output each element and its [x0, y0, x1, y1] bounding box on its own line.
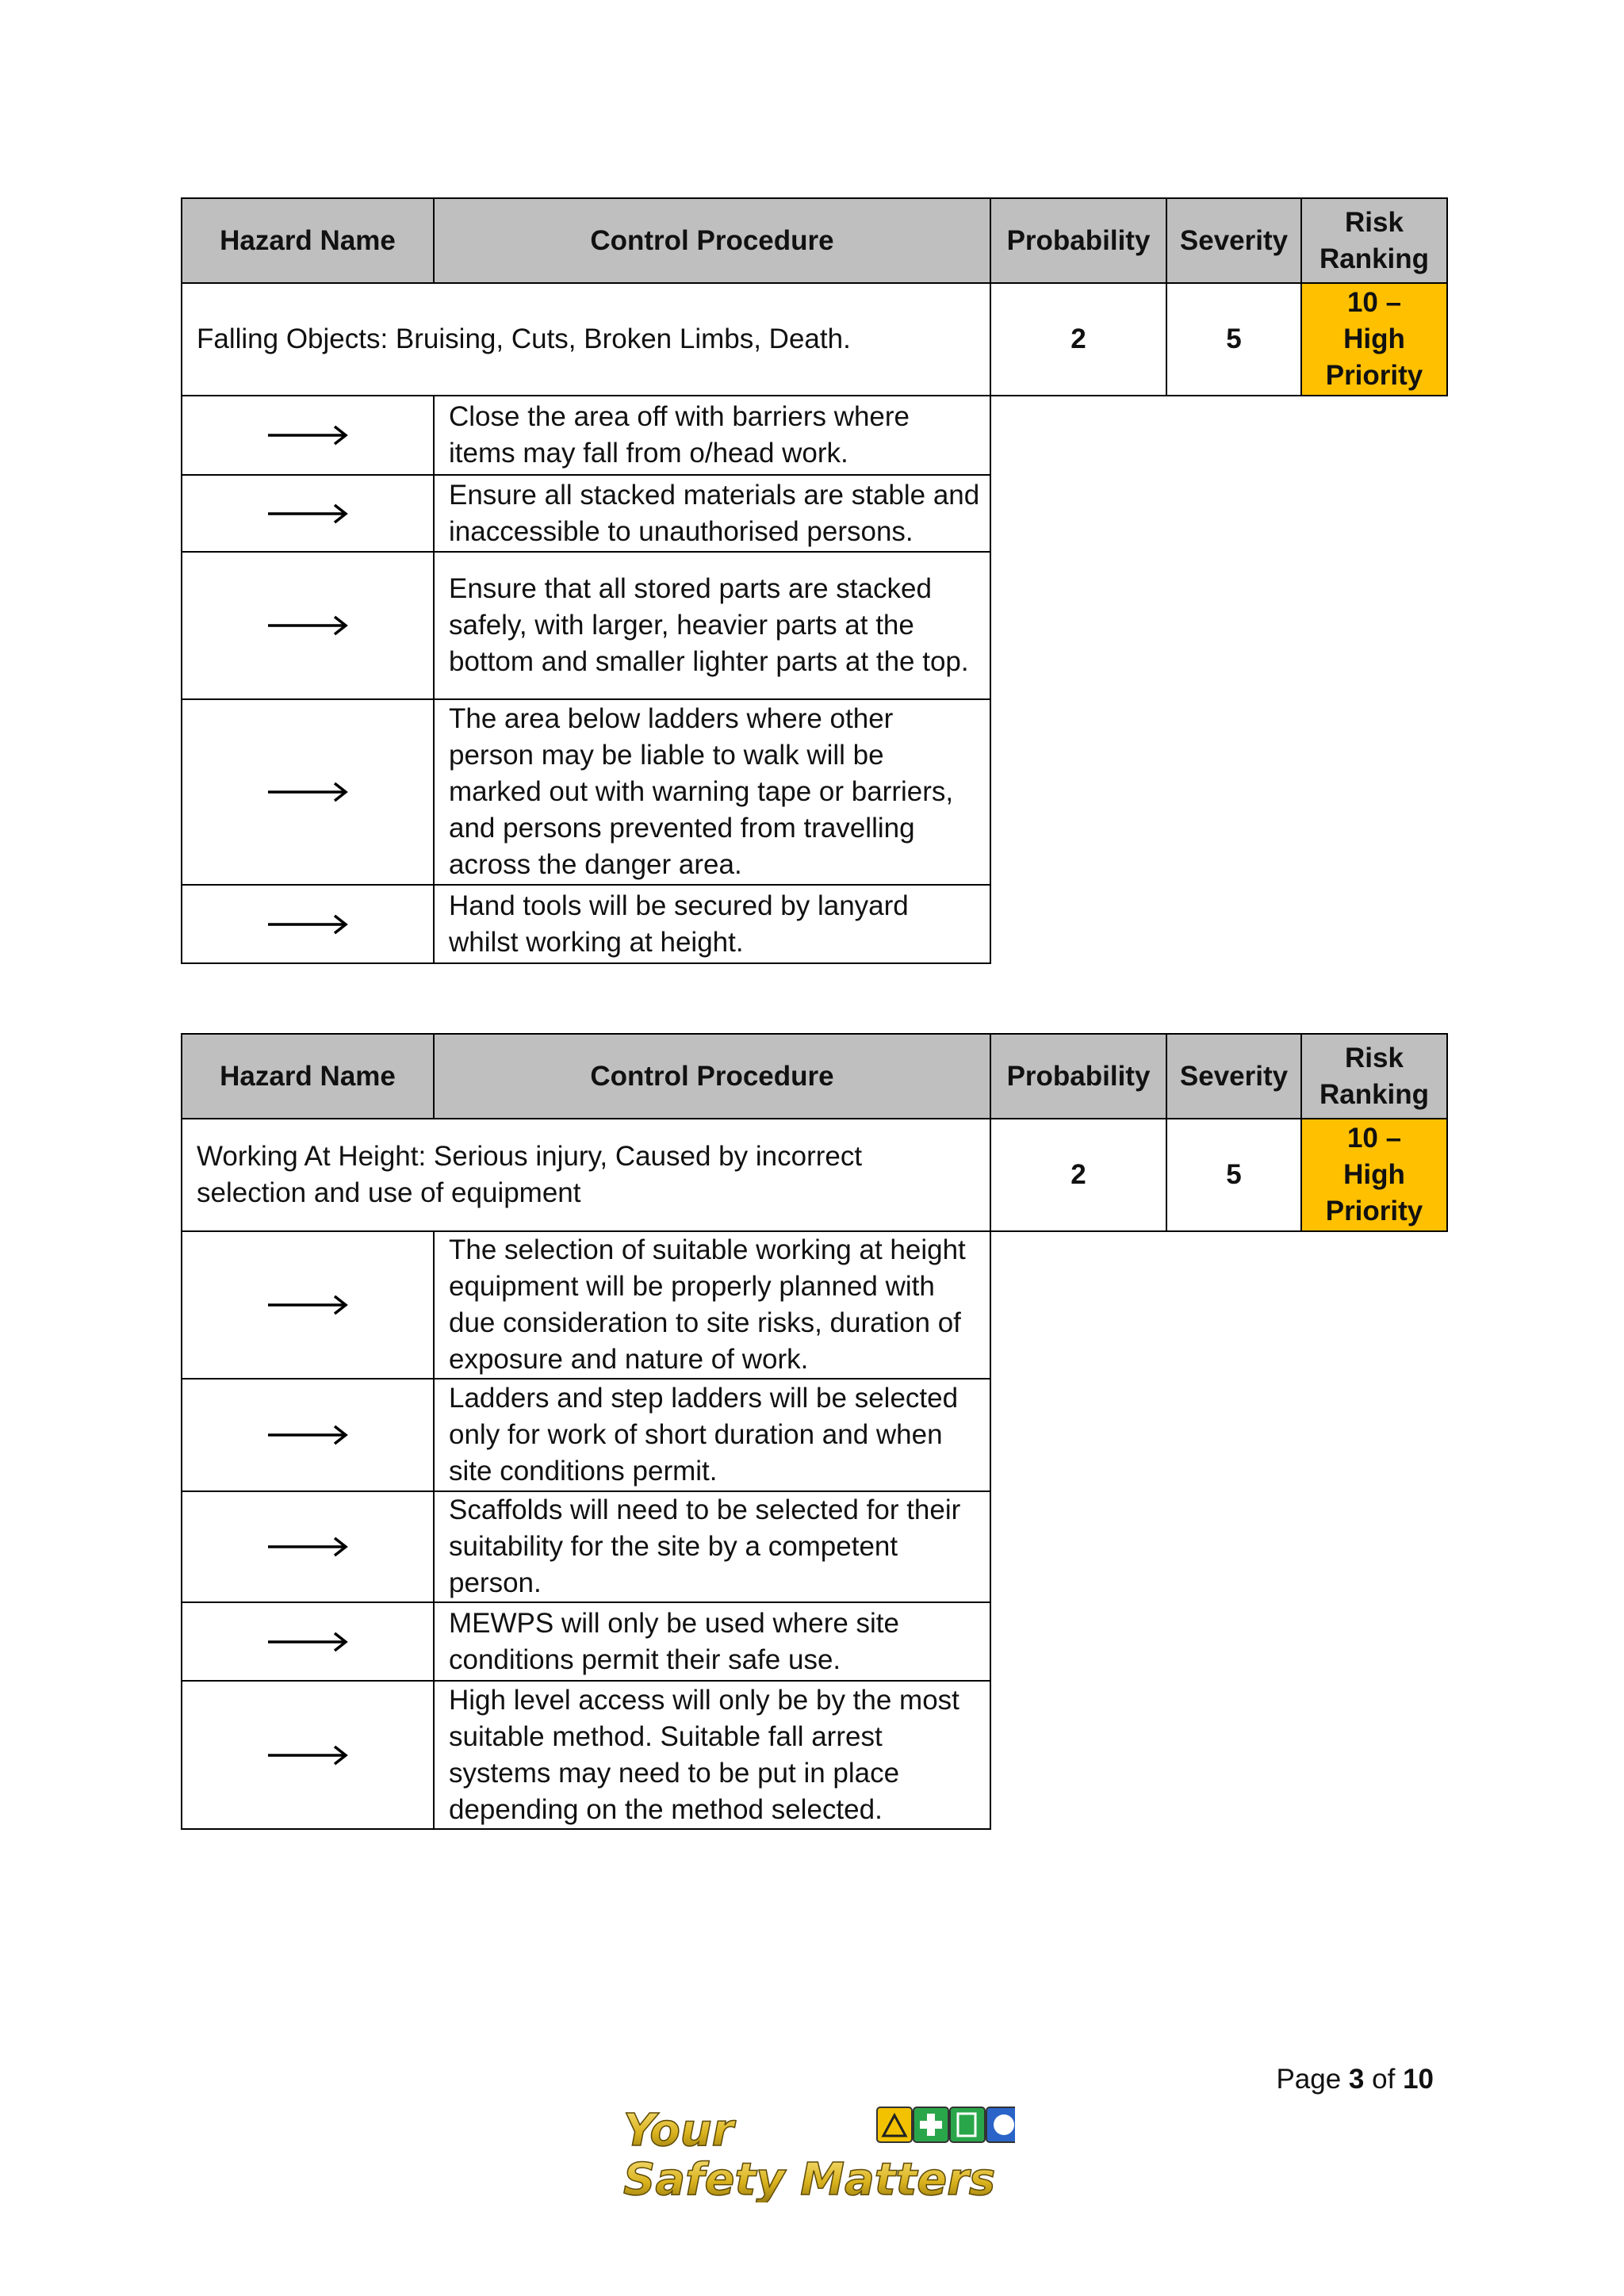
control-row — [182, 1231, 1447, 1379]
logo-text-line2: Safety Matters — [623, 2154, 996, 2202]
header-hazard-name: Hazard Name — [182, 198, 434, 283]
arrow-icon — [182, 699, 434, 885]
control-procedure-text: Close the area off with barriers where items may fall from o/head work. — [434, 396, 990, 475]
control-row — [182, 475, 1447, 552]
hazard-row — [182, 1119, 1447, 1231]
header-hazard-name: Hazard Name — [182, 1034, 434, 1119]
probability-value: 2 — [990, 283, 1166, 396]
hazard-table-1 — [181, 197, 1446, 964]
control-row — [182, 1602, 1447, 1681]
header-risk-ranking: Risk Ranking — [1301, 198, 1447, 283]
control-procedure-text: The area below ladders where other person may be liable to walk will be marked out with warning tape or barriers, and persons prevented from travelling across the danger area. — [434, 699, 990, 885]
header-severity: Severity — [1166, 1034, 1301, 1119]
hazard-table-2 — [181, 1033, 1446, 1830]
hazard-description: Working At Height: Serious injury, Caused by incorrect selection and use of equipment — [182, 1119, 990, 1231]
arrow-icon — [182, 1379, 434, 1491]
control-procedure-text: The selection of suitable working at height equipment will be properly planned with due consideration to site risks, duration of exposure and nature of work. — [434, 1231, 990, 1379]
arrow-icon — [182, 396, 434, 475]
hazard-row — [182, 283, 1447, 396]
header-risk-ranking: Risk Ranking — [1301, 1034, 1447, 1119]
table-header-row — [182, 1034, 1447, 1119]
severity-value: 5 — [1166, 1119, 1301, 1231]
control-row — [182, 396, 1447, 475]
page-number: Page 3 of 10 — [1276, 2064, 1434, 2095]
control-row — [182, 699, 1447, 885]
control-row — [182, 1491, 1447, 1602]
risk-ranking-badge: 10 – High Priority — [1301, 283, 1447, 396]
header-probability: Probability — [990, 1034, 1166, 1119]
control-procedure-text: MEWPS will only be used where site conditions permit their safe use. — [434, 1602, 990, 1681]
header-control-procedure: Control Procedure — [434, 198, 990, 283]
arrow-icon — [182, 1231, 434, 1379]
header-control-procedure: Control Procedure — [434, 1034, 990, 1119]
risk-ranking-badge: 10 – High Priority — [1301, 1119, 1447, 1231]
logo-graphic — [619, 2099, 1015, 2202]
your-safety-matters-logo — [619, 2099, 1015, 2202]
control-procedure-text: Ensure all stacked materials are stable and inaccessible to unauthorised persons. — [434, 475, 990, 552]
arrow-icon — [182, 1602, 434, 1681]
arrow-icon — [182, 1681, 434, 1829]
control-procedure-text: High level access will only be by the most suitable method. Suitable fall arrest systems may need to be put in place depending on the method selected. — [434, 1681, 990, 1829]
arrow-icon — [182, 885, 434, 963]
arrow-icon — [182, 1491, 434, 1602]
logo-text-line1: Your — [623, 2105, 734, 2156]
header-severity: Severity — [1166, 198, 1301, 283]
hazard-description: Falling Objects: Bruising, Cuts, Broken Limbs, Death. — [182, 283, 990, 396]
table-header-row — [182, 198, 1447, 283]
arrow-icon — [182, 475, 434, 552]
control-procedure-text: Hand tools will be secured by lanyard whilst working at height. — [434, 885, 990, 963]
control-procedure-text: Ladders and step ladders will be selected only for work of short duration and when site conditions permit. — [434, 1379, 990, 1491]
severity-value: 5 — [1166, 283, 1301, 396]
control-procedure-text: Scaffolds will need to be selected for their suitability for the site by a competent person. — [434, 1491, 990, 1602]
probability-value: 2 — [990, 1119, 1166, 1231]
control-row — [182, 552, 1447, 699]
control-row — [182, 1681, 1447, 1829]
control-row — [182, 1379, 1447, 1491]
header-probability: Probability — [990, 198, 1166, 283]
arrow-icon — [182, 552, 434, 699]
control-procedure-text: Ensure that all stored parts are stacked safely, with larger, heavier parts at the bottom and smaller lighter parts at the top. — [434, 552, 990, 699]
safety-signs-icon — [877, 2107, 1015, 2142]
control-row — [182, 885, 1447, 963]
